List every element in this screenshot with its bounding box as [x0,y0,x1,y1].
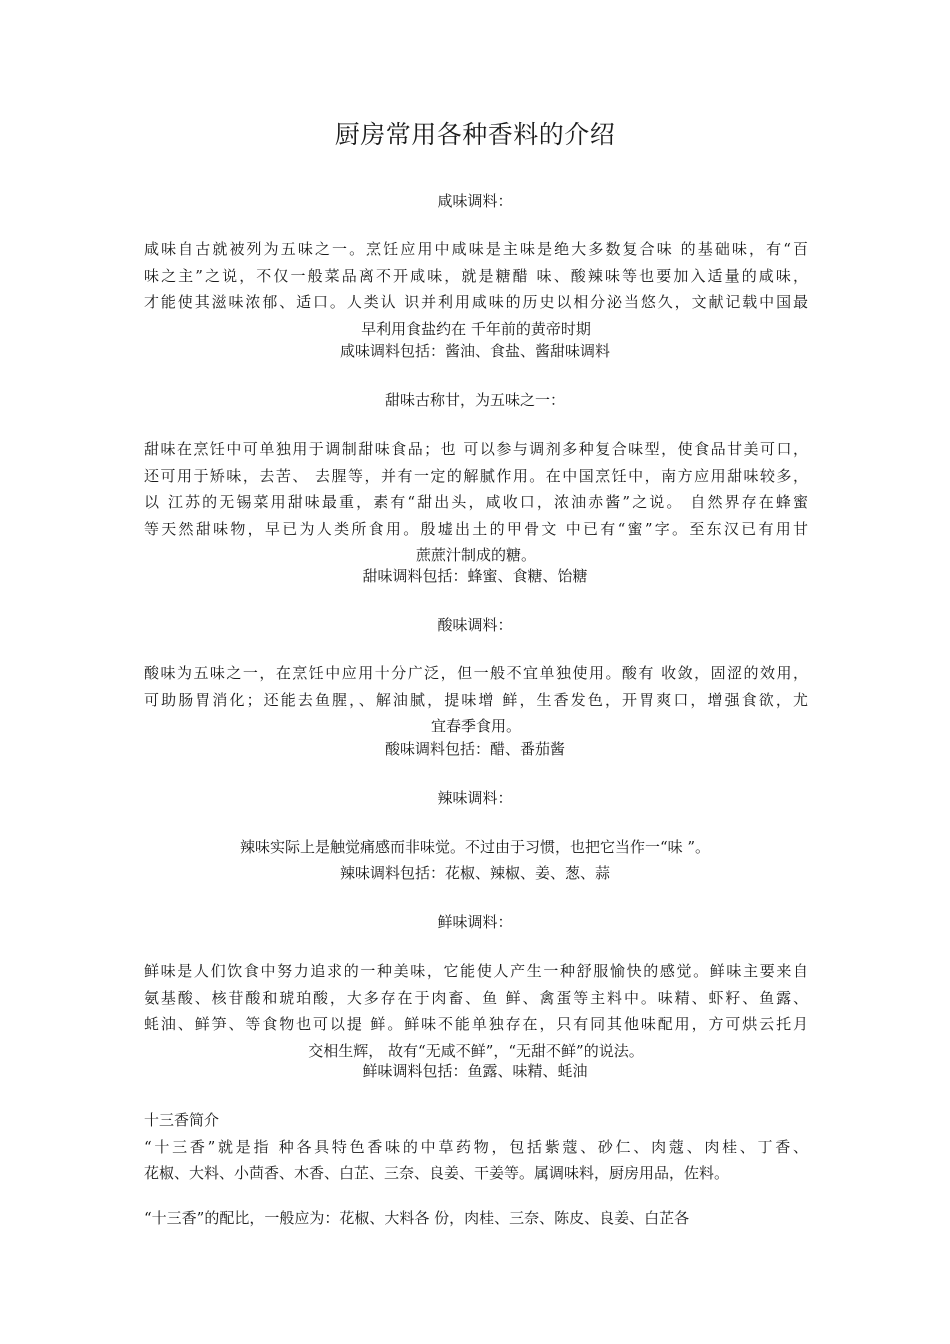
section-body-salty [144,236,808,342]
body-line: 酸味为五味之一，在烹饪中应用十分广泛，但一般不宜单独使用。酸有 收敛，固涩的效用， [144,664,808,682]
body-line: 早利用食盐约在 千年前的黄帝时期 [361,319,591,338]
section-includes-sour: 酸味调料包括：醋、番茄酱 [384,740,565,758]
section-body-sour [144,660,808,740]
thirteen-spices-section [144,1107,808,1187]
body-line: 才能使其滋味浓郁、适口。人类认 识并利用咸味的历史以相分泌当悠久，文献记载中国最 [144,293,808,311]
section-includes-sweet: 甜味调料包括：蜂蜜、食糖、饴糖 [362,567,588,585]
section-body-spicy: 辣味实际上是触觉痛感而非味觉。不过由于习惯，也把它当作一“味 ”。 [239,838,711,856]
body-line: 氨基酸、核苷酸和琥珀酸，大多存在于肉畜、鱼 鲜、禽蛋等主料中。味精、虾籽、鱼露、 [144,988,808,1007]
body-line: 还可用于矫味，去苦、 去腥等，并有一定的解腻作用。在中国烹饪中，南方应用甜味较多， [144,466,808,485]
body-line: 交相生辉， 故有“无咸不鲜”，“无甜不鲜”的说法。 [308,1041,644,1060]
section-heading-spicy: 辣味调料： [437,789,513,807]
body-line: 甜味在烹饪中可单独用于调制甜味食品；也 可以参与调剂多种复合味型，使食品甘美可口， [144,440,808,458]
section-heading-sweet: 甜味古称甘，为五味之一： [384,391,565,409]
section-heading-umami: 鲜味调料： [437,913,513,931]
section-body-umami [144,958,808,1064]
section-heading-sour: 酸味调料： [437,616,513,634]
body-line: 咸味自古就被列为五味之一。烹饪应用中咸味是主味是绝大多数复合味 的基础味，有“百 [144,240,808,258]
thirteen-spices-ratio [144,1205,808,1232]
body-line: 宜春季食用。 [430,717,521,735]
section-includes-spicy: 辣味调料包括：花椒、辣椒、姜、葱、蒜 [339,864,610,882]
body-line: 可助肠胃消化；还能去鱼腥，、解油腻，提味增 鲜，生香发色，开胃爽口，增强食欲，尤 [144,690,808,709]
body-line: 蚝油、鲜笋、等食物也可以提 鲜。鲜味不能单独存在，只有同其他味配用，方可烘云托月 [144,1015,808,1033]
body-line: 味之主”之说，不仅一般菜品离不开咸味，就是糖醋 味、酸辣味等也要加入适量的咸味， [144,266,808,285]
section-body-sweet [144,436,808,569]
section-includes-umami: 鲜味调料包括：鱼露、味精、蚝油 [362,1062,588,1080]
body-line: 鲜味是人们饮食中努力追求的一种美味，它能使人产生一种舒服愉快的感觉。鲜味主要来自 [144,962,808,980]
body-line: 蔗蔗汁制成的糖。 [415,546,536,564]
body-line: “十三香”的配比，一般应为：花椒、大料各 份，肉桂、三奈、陈皮、良姜、白芷各 [144,1209,690,1227]
body-line: 等天然甜味物，早已为人类所食用。殷墟出土的甲骨文 中已有“蜜”字。至东汉已有用甘 [144,519,808,538]
section-includes-salty: 咸味调料包括：酱油、食盐、酱甜味调料 [339,342,610,360]
body-line: 花椒、大料、小茴香、木香、白芷、三奈、良姜、干姜等。属调味料，厨房用品，佐料。 [144,1164,730,1182]
document-title: 厨房常用各种香料的介绍 [334,120,616,149]
body-line: 以 江苏的无锡菜用甜味最重，素有“甜出头，咸收口，浓油赤酱”之说。 自然界存在蜂蜜 [144,493,808,511]
thirteen-spices-heading: 十三香简介 [144,1111,220,1129]
body-line: “十三香”就是指 种各具特色香味的中草药物，包括紫蔻、砂仁、肉蔻、肉桂、丁香、 [144,1137,808,1156]
section-heading-salty: 咸味调料： [437,192,513,210]
